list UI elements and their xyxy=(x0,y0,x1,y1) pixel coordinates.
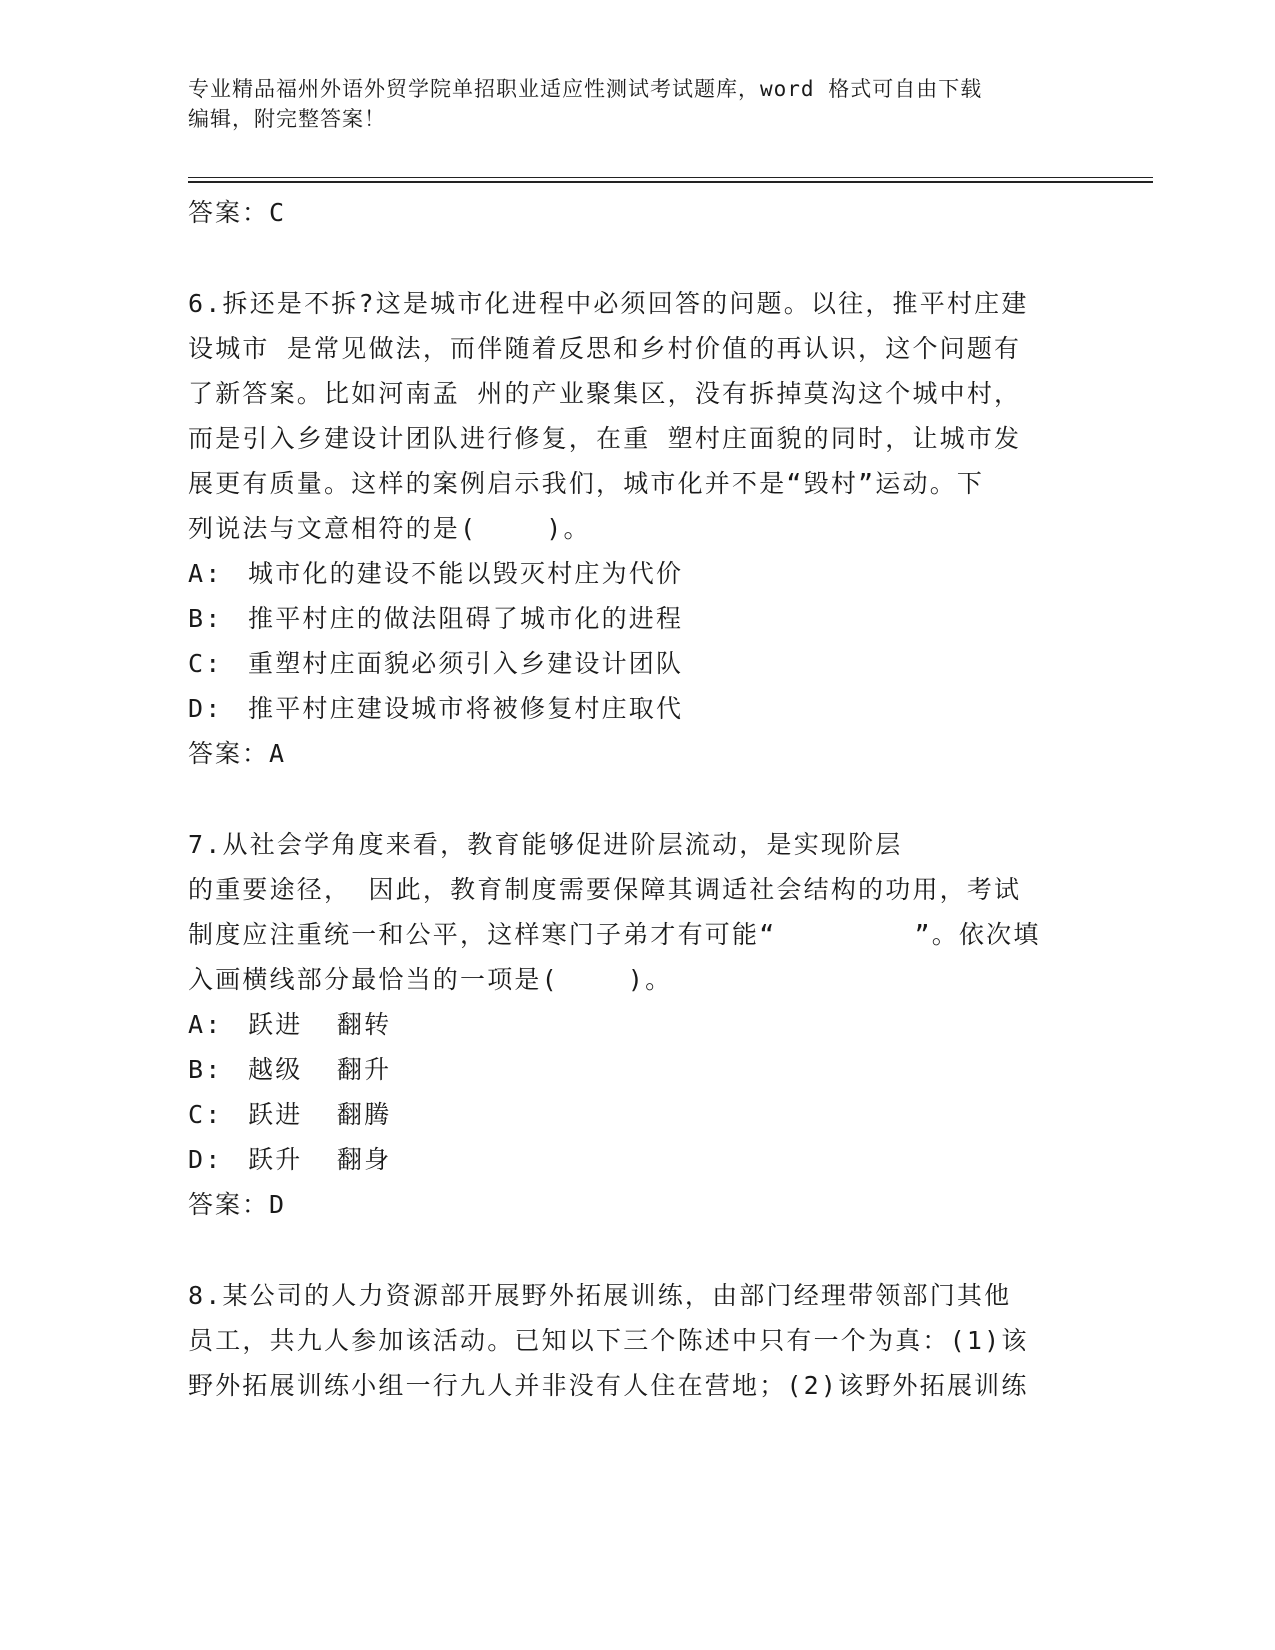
document-header xyxy=(188,74,1068,134)
question-8 xyxy=(188,1273,1088,1408)
option-letter: B: xyxy=(188,1055,223,1084)
option-letter: C: xyxy=(188,649,223,678)
question-6 xyxy=(188,281,1088,776)
option-a xyxy=(188,1002,1088,1047)
option-b xyxy=(188,596,1088,641)
option-letter: A: xyxy=(188,1010,223,1039)
option-d xyxy=(188,686,1088,731)
option-text: 跃进 翻转 xyxy=(248,1010,392,1039)
answer-line: 答案：C xyxy=(188,198,287,227)
answer-line: 答案：A xyxy=(188,739,287,768)
header-line: 编辑，附完整答案！ xyxy=(188,107,386,131)
question-text-line: 了新答案。比如河南孟 州的产业聚集区，没有拆掉莫沟这个城中村， xyxy=(188,379,1022,408)
question-text-line: 入画横线部分最恰当的一项是( )。 xyxy=(188,965,673,994)
option-text: 跃升 翻身 xyxy=(248,1145,392,1174)
option-text: 跃进 翻腾 xyxy=(248,1100,392,1129)
option-letter: D: xyxy=(188,1145,223,1174)
option-text: 推平村庄建设城市将被修复村庄取代 xyxy=(248,694,684,723)
question-text-line: 展更有质量。这样的案例启示我们，城市化并不是“毁村”运动。下 xyxy=(188,469,985,498)
header-divider xyxy=(188,181,1153,183)
header-line: 专业精品福州外语外贸学院单招职业适应性测试考试题库，word 格式可自由下载 xyxy=(188,77,983,101)
question-text-line: 制度应注重统一和公平，这样寒门子弟才有可能“ ”。依次填 xyxy=(188,920,1041,949)
option-letter: C: xyxy=(188,1100,223,1129)
question-text-line: 而是引入乡建设计团队进行修复，在重 塑村庄面貌的同时，让城市发 xyxy=(188,424,1022,453)
option-c xyxy=(188,1092,1088,1137)
option-text: 城市化的建设不能以毁灭村庄为代价 xyxy=(248,559,684,588)
question-text-line: 6.拆还是不拆?这是城市化进程中必须回答的问题。以往，推平村庄建 xyxy=(188,289,1029,318)
question-text-line: 7.从社会学角度来看，教育能够促进阶层流动，是实现阶层 xyxy=(188,830,903,859)
option-letter: B: xyxy=(188,604,223,633)
option-text: 越级 翻升 xyxy=(248,1055,392,1084)
question-text-line: 的重要途径， 因此，教育制度需要保障其调适社会结构的功用，考试 xyxy=(188,875,1022,904)
option-letter: A: xyxy=(188,559,223,588)
answer-line: 答案：D xyxy=(188,1190,287,1219)
question-text-line: 设城市 是常见做法，而伴随着反思和乡村价值的再认识，这个问题有 xyxy=(188,334,1022,363)
question-text-line: 8.某公司的人力资源部开展野外拓展训练，由部门经理带领部门其他 xyxy=(188,1281,1012,1310)
document-body xyxy=(188,190,1088,1408)
option-b xyxy=(188,1047,1088,1092)
header-divider xyxy=(188,177,1153,178)
question-text-line: 员工，共九人参加该活动。已知以下三个陈述中只有一个为真：(1)该 xyxy=(188,1326,1029,1355)
question-text-line: 列说法与文意相符的是( )。 xyxy=(188,514,591,543)
question-7 xyxy=(188,822,1088,1227)
option-text: 推平村庄的做法阻碍了城市化的进程 xyxy=(248,604,684,633)
option-d xyxy=(188,1137,1088,1182)
option-text: 重塑村庄面貌必须引入乡建设计团队 xyxy=(248,649,684,678)
option-letter: D: xyxy=(188,694,223,723)
option-c xyxy=(188,641,1088,686)
option-a xyxy=(188,551,1088,596)
question-text-line: 野外拓展训练小组一行九人并非没有人住在营地；(2)该野外拓展训练 xyxy=(188,1371,1029,1400)
